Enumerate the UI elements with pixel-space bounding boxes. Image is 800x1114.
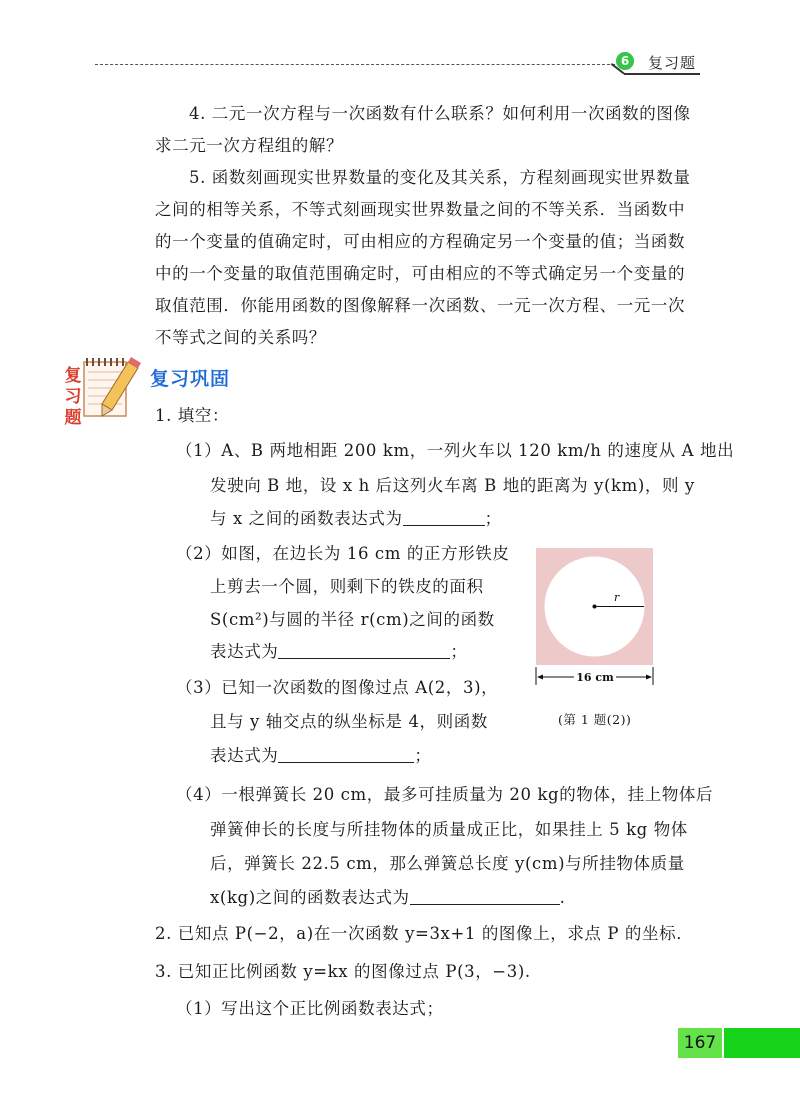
answer-blank: [403, 509, 485, 526]
header-rule-solid: [624, 73, 700, 75]
exercise-1-3-line2: 且与 y 轴交点的纵坐标是 4，则函数: [210, 712, 488, 731]
exercise-1-2-line2: 上剪去一个圆，则剩下的铁皮的面积: [210, 577, 484, 596]
exercise-1-4-line4: x(kg)之间的函数表达式为 .: [210, 888, 566, 907]
exercise-1-1-line2: 发驶向 B 地，设 x h 后这列火车离 B 地的距离为 y(km)，则 y: [210, 476, 695, 495]
answer-blank: [278, 642, 450, 659]
exercise-1-2-line4: 表达式为 ；: [210, 642, 468, 661]
exercise-1-1-line3: 与 x 之间的函数表达式为 ；: [210, 509, 502, 528]
exercise-3-1: （1）写出这个正比例函数表达式；: [176, 999, 444, 1018]
section-title: 复习巩固: [150, 368, 231, 390]
question-5: 5. 函数刻画现实世界数量的变化及其关系，方程刻画现实世界数量之间的相等关系，不等式刻画现实世界数量之间的不等关系．当函数中的一个变量的值确定时，可由相应的方程确定另一个变量的值；当函数中的一个变量的取值范围确定时，可由相应的不等式确定另一个变量的取值范围．你能用函数的图像解释一次函数、一元一次方程、一元一次不等式之间的关系吗？: [155, 168, 691, 347]
square-circle-figure: [530, 545, 660, 690]
exercise-1-4-line2: 弹簧伸长的长度与所挂物体的质量成正比，如果挂上 5 kg 物体: [210, 820, 688, 839]
exercise-1-4-line1: （4）一根弹簧长 20 cm，最多可挂质量为 20 kg的物体，挂上物体后: [176, 785, 714, 804]
section-badge-label: 复 习 题: [64, 366, 82, 428]
exercise-1-4-line3: 后，弹簧长 22.5 cm，那么弹簧总长度 y(cm)与所挂物体质量: [210, 854, 685, 873]
figure-caption: (第 1 题(2)): [558, 712, 632, 727]
svg-text:r: r: [614, 591, 620, 604]
chapter-title: 复习题: [648, 54, 697, 72]
exercise-1-3-line1: （3）已知一次函数的图像过点 A(2，3)，: [176, 678, 499, 697]
exercise-1-3-line3: 表达式为 ；: [210, 746, 432, 765]
exercise-2: 2. 已知点 P(−2，a)在一次函数 y=3x+1 的图像上，求点 P 的坐标．: [155, 924, 694, 943]
exercise-1-2-line1: （2）如图，在边长为 16 cm 的正方形铁皮: [176, 544, 510, 563]
header-rule: [95, 64, 615, 65]
svg-text:16 cm: 16 cm: [576, 671, 614, 684]
page-number-bar: [724, 1028, 800, 1058]
exercise-1-1-line1: （1）A、B 两地相距 200 km，一列火车以 120 km/h 的速度从 A 地出: [176, 441, 735, 460]
question-4: 4. 二元一次方程与一次函数有什么联系？如何利用一次函数的图像求二元一次方程组的解？: [155, 104, 691, 155]
exercise-3-label: 3. 已知正比例函数 y=kx 的图像过点 P(3，−3).: [155, 962, 531, 981]
chapter-number-badge: 6: [616, 52, 634, 70]
answer-blank: [278, 746, 414, 763]
exercise-1-label: 1. 填空：: [155, 406, 230, 425]
page-number: 167: [678, 1028, 722, 1058]
answer-blank: [410, 888, 560, 905]
exercise-1-2-line3: S(cm²)与圆的半径 r(cm)之间的函数: [210, 610, 495, 629]
